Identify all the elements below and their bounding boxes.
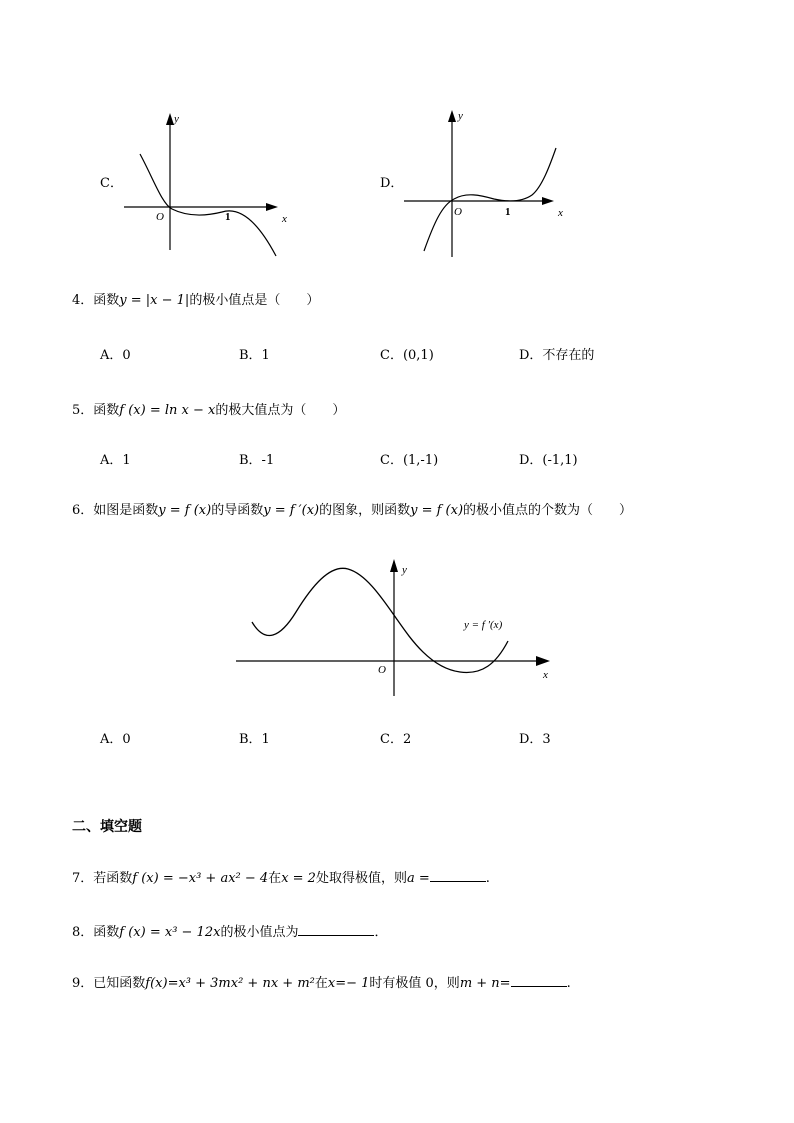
q7-answer-blank[interactable] [430, 869, 486, 882]
curve-c [140, 154, 276, 256]
q4-formula: y = |x − 1| [119, 293, 190, 308]
q7-text-1: 7．若函数 [72, 871, 133, 886]
y-axis-arrow [390, 559, 398, 572]
q4-option-c[interactable]: C．(0,1) [380, 348, 434, 363]
q9-end: . [566, 976, 571, 991]
q6-option-c[interactable]: C．2 [380, 732, 412, 747]
y-label: y [402, 564, 407, 576]
q6-text-2: 的导函数 [211, 503, 264, 518]
question-5 [72, 399, 345, 418]
q6-formula-3: y = f (x) [410, 503, 464, 518]
q9-formula-3: m + n= [459, 976, 511, 991]
q7-formula-3: a = [406, 871, 430, 886]
curve-label: y = f ′(x) [464, 619, 503, 631]
q9-formula-1: f(x)=x³ + 3mx² + nx + m² [145, 976, 315, 991]
x-label: x [558, 207, 563, 219]
q5-option-c[interactable]: C．(1,-1) [380, 453, 439, 468]
q6-option-b[interactable]: B．1 [239, 732, 270, 747]
y-axis-arrow [166, 113, 174, 125]
q5-option-b[interactable]: B．-1 [239, 453, 275, 468]
q6-text-4: 的极小值点的个数为（ ） [463, 503, 633, 518]
question-8 [72, 921, 387, 940]
option-d-label: D． [380, 176, 404, 191]
section-title: 二、填空题 [72, 819, 142, 835]
q8-end: ． [374, 925, 388, 940]
x-label: x [282, 213, 287, 225]
q4-option-d[interactable]: D．不存在的 [519, 348, 595, 363]
q7-end: . [485, 871, 490, 886]
y-axis-arrow [448, 110, 456, 122]
q5-formula: f (x) = ln x − x [119, 403, 216, 418]
question-6 [72, 499, 632, 518]
q8-text-2: 的极小值点为 [220, 925, 299, 940]
q9-answer-blank[interactable] [511, 974, 567, 987]
q6-text-1: 6．如图是函数 [72, 503, 159, 518]
x-axis-arrow [266, 203, 278, 211]
origin-label: O [378, 664, 386, 676]
x-axis-arrow [542, 197, 554, 205]
tick-one-label: 1 [505, 206, 511, 218]
q4-option-a[interactable]: A．0 [100, 348, 131, 363]
y-label: y [174, 113, 179, 125]
origin-label: O [454, 206, 462, 218]
q5-text-before: 5．函数 [72, 403, 120, 418]
q6-option-d[interactable]: D．3 [519, 732, 551, 747]
q9-text-3: 时有极值 0，则 [369, 976, 460, 991]
q6-text-3: 的图象，则函数 [319, 503, 411, 518]
y-label: y [458, 110, 463, 122]
q8-text-1: 8．函数 [72, 925, 120, 940]
question-9 [72, 972, 571, 991]
q4-text-before: 4．函数 [72, 293, 120, 308]
q9-text-1: 9．已知函数 [72, 976, 146, 991]
curve-d [424, 148, 556, 251]
q8-answer-blank[interactable] [298, 923, 374, 936]
q6-formula-2: y = f ′(x) [263, 503, 320, 518]
q7-formula-1: f (x) = −x³ + ax² − 4 [132, 871, 269, 886]
q4-option-b[interactable]: B．1 [239, 348, 270, 363]
graph-option-c [118, 108, 298, 258]
q7-formula-2: x = 2 [281, 871, 316, 886]
q4-text-after: 的极小值点是（ ） [189, 293, 320, 308]
q7-text-2: 在 [268, 871, 282, 886]
q9-formula-2: x=− 1 [327, 976, 370, 991]
tick-one-label: 1 [225, 211, 231, 223]
q5-text-after: 的极大值点为（ ） [215, 403, 346, 418]
x-axis-arrow [536, 656, 550, 666]
graph-derivative [230, 556, 560, 696]
q9-text-2: 在 [314, 976, 328, 991]
question-4 [72, 289, 319, 308]
q7-text-3: 处取得极值，则 [315, 871, 407, 886]
origin-label: O [156, 211, 164, 223]
q6-formula-1: y = f (x) [158, 503, 212, 518]
question-7 [72, 867, 490, 886]
q6-option-a[interactable]: A．0 [100, 732, 131, 747]
graph-option-d [400, 105, 580, 260]
q5-option-d[interactable]: D．(-1,1) [519, 453, 578, 468]
q5-option-a[interactable]: A．1 [100, 453, 131, 468]
x-label: x [543, 669, 548, 681]
q8-formula-1: f (x) = x³ − 12x [119, 925, 221, 940]
option-c-label: C． [100, 176, 123, 191]
